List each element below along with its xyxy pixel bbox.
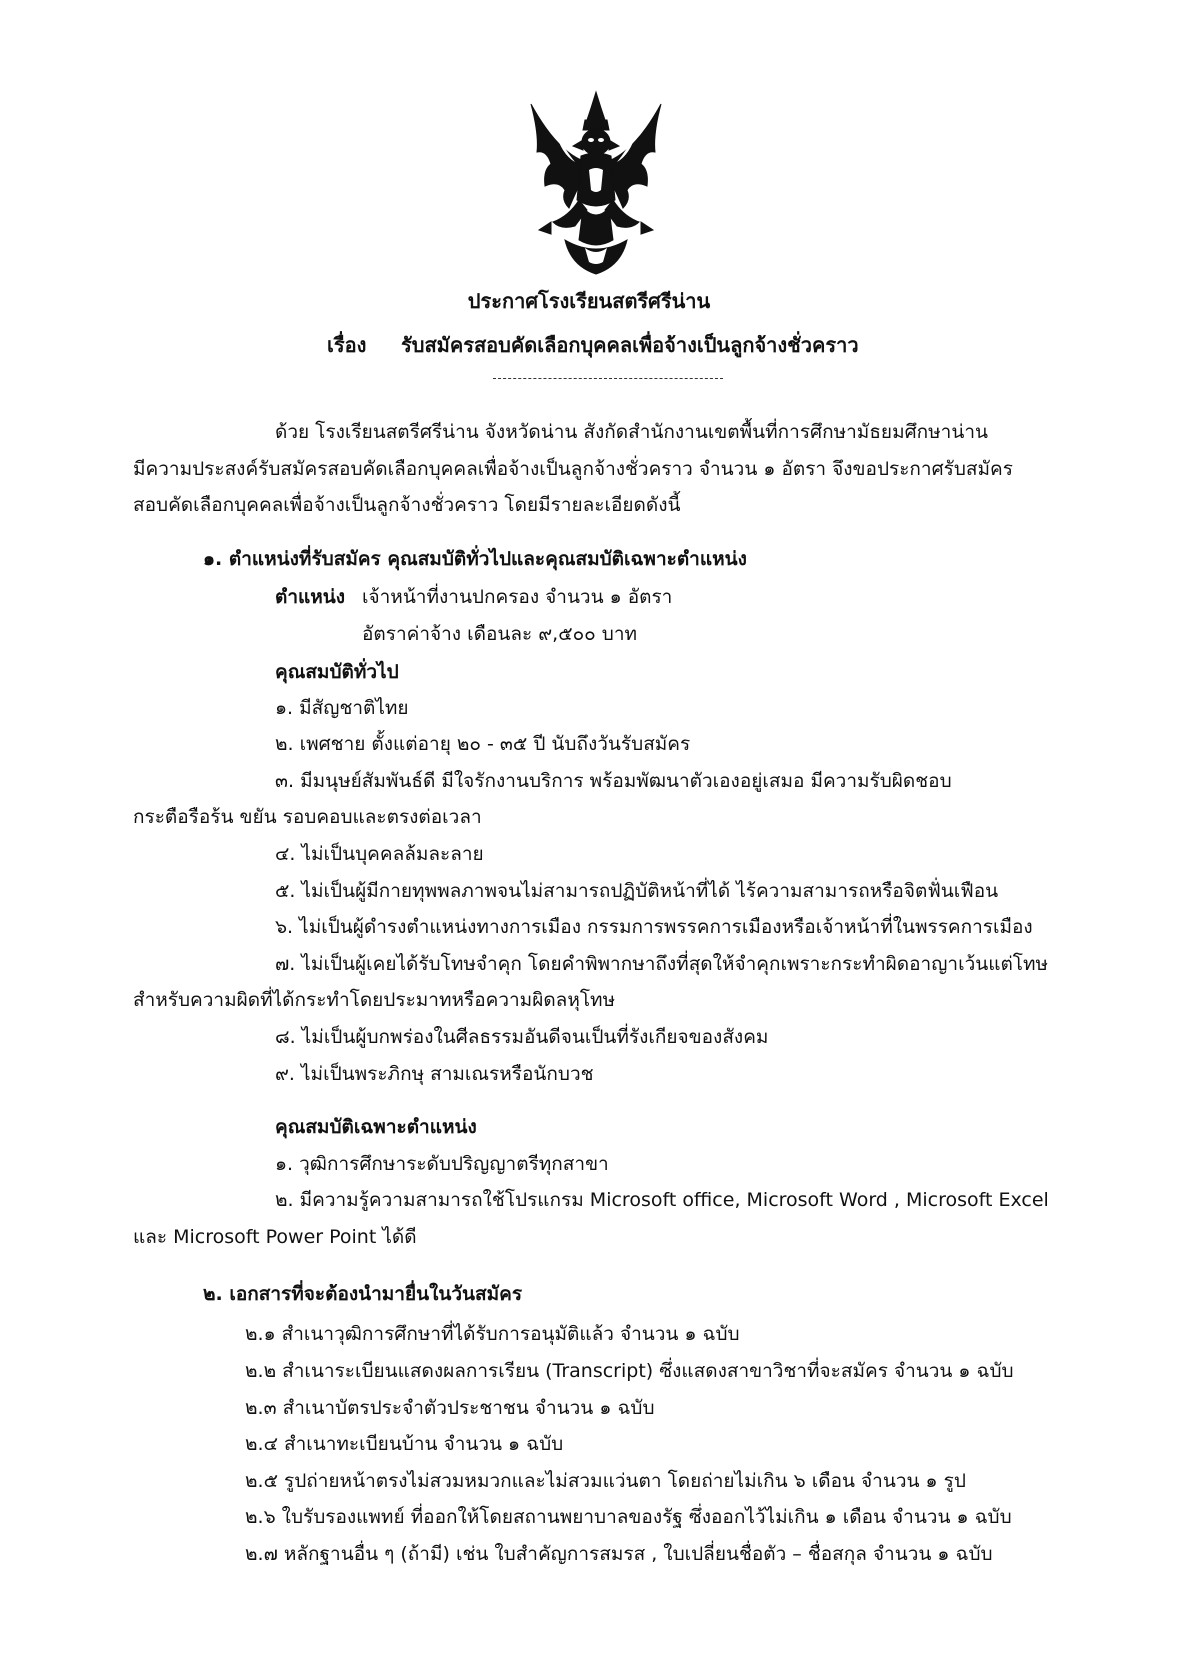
document-item: ๒.๑ สำเนาวุฒิการศึกษาที่ได้รับการอนุมัติแล้ว จำนวน ๑ ฉบับ [245, 1323, 740, 1345]
intro-line-1: ด้วย โรงเรียนสตรีศรีน่าน จังหวัดน่าน สังกัดสำนักงานเขตพื้นที่การศึกษามัธยมศึกษาน่าน [275, 421, 988, 443]
document-item: ๒.๓ สำเนาบัตรประจำตัวประชาชน จำนวน ๑ ฉบับ [245, 1397, 655, 1419]
page-title: ประกาศโรงเรียนสตรีศรีน่าน [467, 289, 711, 313]
position-label: ตำแหน่ง [275, 586, 346, 608]
intro-line-3: สอบคัดเลือกบุคคลเพื่อจ้างเป็นลูกจ้างชั่วคราว โดยมีรายละเอียดดังนี้ [133, 494, 681, 516]
position-value: เจ้าหน้าที่งานปกครอง จำนวน ๑ อัตรา [362, 586, 673, 608]
subject-label: เรื่อง [327, 333, 367, 357]
general-item: ๔. ไม่เป็นบุคคลล้มละลาย [275, 843, 484, 865]
specific-qualifications-heading: คุณสมบัติเฉพาะตำแหน่ง [275, 1116, 477, 1138]
intro-line-2: มีความประสงค์รับสมัครสอบคัดเลือกบุคคลเพื่อจ้างเป็นลูกจ้างชั่วคราว จำนวน ๑ อัตรา จึงขอประกาศรับสมัคร [133, 458, 1013, 480]
document-item: ๒.๔ สำเนาทะเบียนบ้าน จำนวน ๑ ฉบับ [245, 1433, 564, 1455]
wage-rate: อัตราค่าจ้าง เดือนละ ๙,๕๐๐ บาท [362, 623, 638, 645]
document-item: ๒.๗ หลักฐานอื่น ๆ (ถ้ามี) เช่น ใบสำคัญการสมรส , ใบเปลี่ยนชื่อตัว – ชื่อสกุล จำนวน ๑ ฉบับ [245, 1543, 993, 1565]
general-item: ๘. ไม่เป็นผู้บกพร่องในศีลธรรมอันดีจนเป็นที่รังเกียจของสังคม [275, 1026, 769, 1048]
general-item-continued: สำหรับความผิดที่ได้กระทำโดยประมาทหรือความผิดลหุโทษ [133, 989, 616, 1011]
general-item: ๓. มีมนุษย์สัมพันธ์ดี มีใจรักงานบริการ พร้อมพัฒนาตัวเองอยู่เสมอ มีความรับผิดชอบ [275, 770, 952, 792]
general-item: ๒. เพศชาย ตั้งแต่อายุ ๒๐ - ๓๕ ปี นับถึงวันรับสมัคร [275, 733, 691, 755]
garuda-emblem-icon [525, 90, 667, 275]
general-item: ๗. ไม่เป็นผู้เคยได้รับโทษจำคุก โดยคำพิพากษาถึงที่สุดให้จำคุกเพราะกระทำผิดอาญาเว้นแต่โทษ [275, 953, 1049, 975]
general-item: ๖. ไม่เป็นผู้ดำรงตำแหน่งทางการเมือง กรรมการพรรคการเมืองหรือเจ้าหน้าที่ในพรรคการเมือง [275, 916, 1033, 938]
general-item: ๙. ไม่เป็นพระภิกษุ สามเณรหรือนักบวช [275, 1063, 594, 1085]
section-2-heading: ๒. เอกสารที่จะต้องนำมายื่นในวันสมัคร [203, 1283, 523, 1305]
general-item: ๕. ไม่เป็นผู้มีกายทุพพลภาพจนไม่สามารถปฏิบัติหน้าที่ได้ ไร้ความสามารถหรือจิตฟั่นเฟือน [275, 880, 999, 902]
general-item: ๑. มีสัญชาติไทย [275, 697, 409, 719]
general-item-continued: กระตือรือร้น ขยัน รอบคอบและตรงต่อเวลา [133, 806, 482, 828]
document-item: ๒.๖ ใบรับรองแพทย์ ที่ออกให้โดยสถานพยาบาลของรัฐ ซึ่งออกไว้ไม่เกิน ๑ เดือน จำนวน ๑ ฉบับ [245, 1506, 1012, 1528]
title-divider [493, 378, 723, 379]
general-qualifications-heading: คุณสมบัติทั่วไป [275, 661, 399, 683]
specific-item: ๑. วุฒิการศึกษาระดับปริญญาตรีทุกสาขา [275, 1153, 609, 1175]
section-1-heading: ๑. ตำแหน่งที่รับสมัคร คุณสมบัติทั่วไปและคุณสมบัติเฉพาะตำแหน่ง [203, 548, 747, 570]
specific-item: ๒. มีความรู้ความสามารถใช้โปรแกรม Microsoft office, Microsoft Word , Microsoft Excel [275, 1189, 1049, 1211]
document-item: ๒.๕ รูปถ่ายหน้าตรงไม่สวมหมวกและไม่สวมแว่นตา โดยถ่ายไม่เกิน ๖ เดือน จำนวน ๑ รูป [245, 1470, 966, 1492]
subject-text: รับสมัครสอบคัดเลือกบุคคลเพื่อจ้างเป็นลูกจ้างชั่วคราว [401, 333, 859, 357]
specific-item-continued: และ Microsoft Power Point ได้ดี [133, 1226, 417, 1248]
document-item: ๒.๒ สำเนาระเบียนแสดงผลการเรียน (Transcript) ซึ่งแสดงสาขาวิชาที่จะสมัคร จำนวน ๑ ฉบับ [245, 1360, 1014, 1382]
